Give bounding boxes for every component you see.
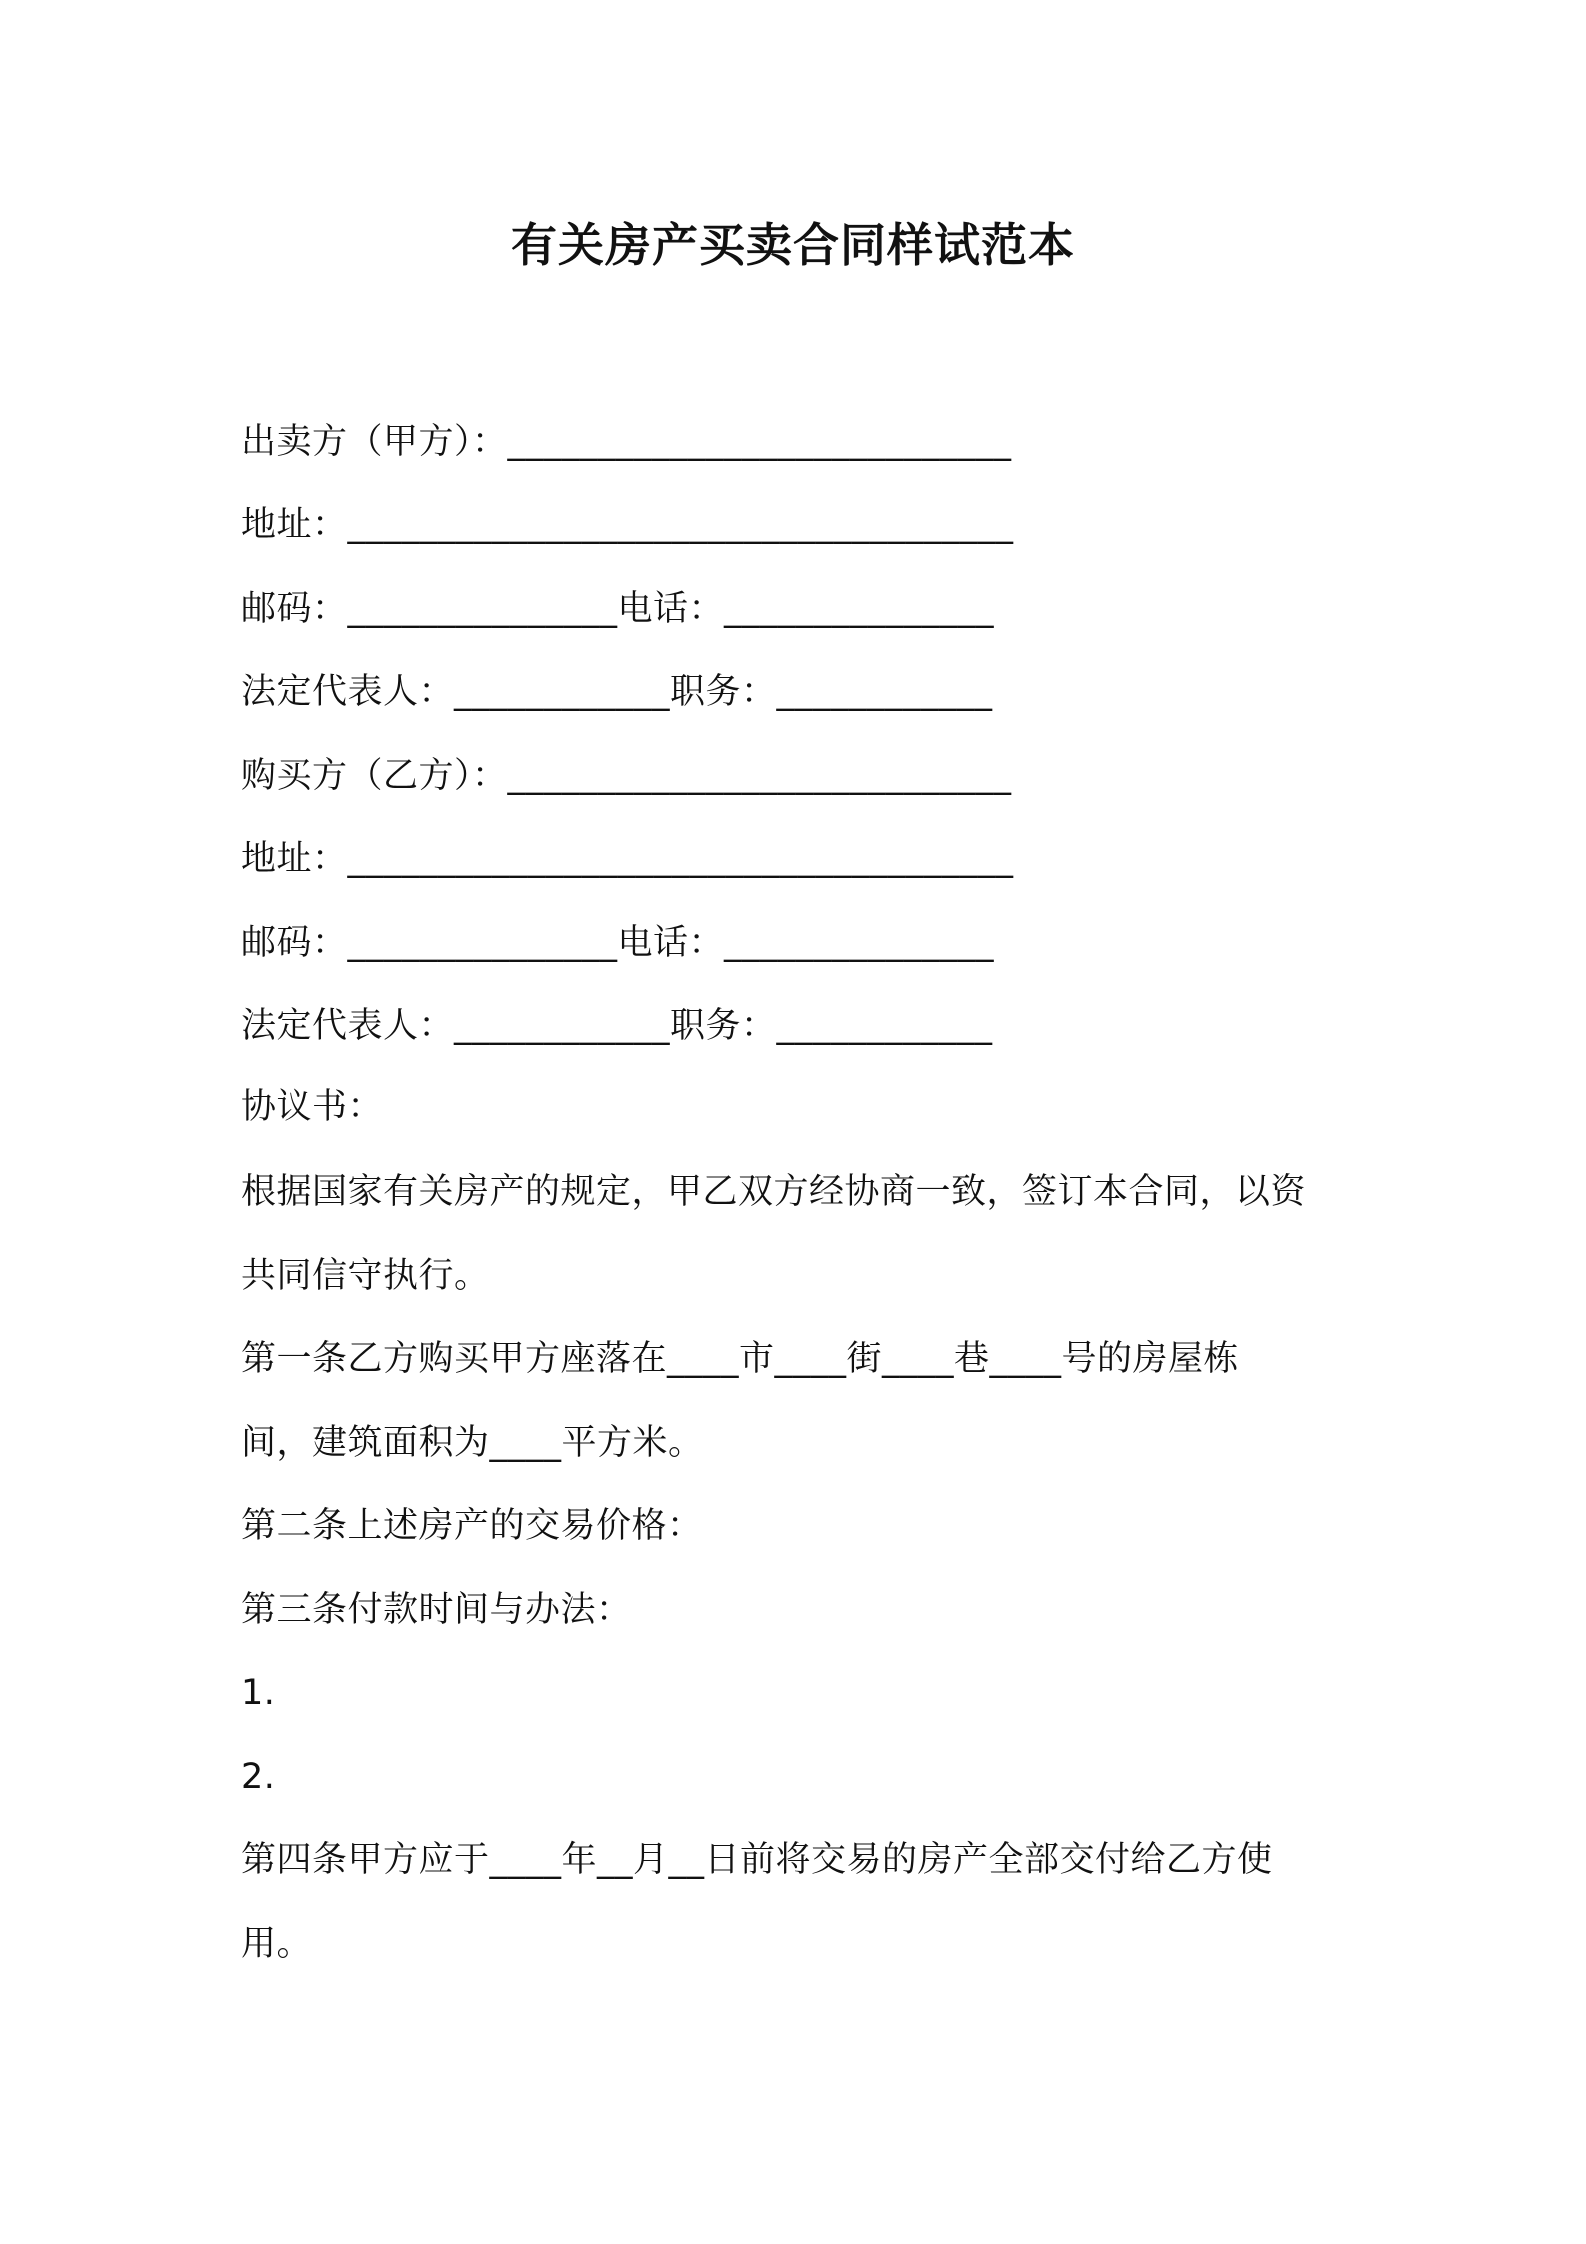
article-4-line-2: 用。 bbox=[241, 1924, 313, 1964]
list-item-2: 2. bbox=[241, 1757, 276, 1797]
buyer-postcode-phone-line: 邮码：_______________电话：_______________ bbox=[241, 923, 995, 963]
buyer-representative-line: 法定代表人：____________职务：____________ bbox=[241, 1006, 993, 1046]
preamble-line-2: 共同信守执行。 bbox=[241, 1256, 490, 1296]
article-4-line-1: 第四条甲方应于____年__月__日前将交易的房产全部交付给乙方使 bbox=[241, 1840, 1273, 1880]
article-1-line-1: 第一条乙方购买甲方座落在____市____街____巷____号的房屋栋 bbox=[241, 1339, 1240, 1379]
seller-representative-line: 法定代表人：____________职务：____________ bbox=[241, 672, 993, 712]
agreement-heading: 协议书： bbox=[241, 1087, 384, 1127]
buyer-name-line: 购买方（乙方）：____________________________ bbox=[241, 756, 1012, 796]
preamble-line-1: 根据国家有关房产的规定，甲乙双方经协商一致，签订本合同，以资 bbox=[241, 1172, 1307, 1212]
buyer-address-line: 地址：_____________________________________ bbox=[241, 839, 1014, 879]
list-item-1: 1. bbox=[241, 1673, 276, 1713]
seller-address-line: 地址：_____________________________________ bbox=[241, 505, 1014, 545]
seller-postcode-phone-line: 邮码：_______________电话：_______________ bbox=[241, 589, 995, 629]
seller-name-line: 出卖方（甲方）：____________________________ bbox=[241, 422, 1012, 462]
article-1-line-2: 间，建筑面积为____平方米。 bbox=[241, 1423, 704, 1463]
article-3: 第三条付款时间与办法： bbox=[241, 1590, 632, 1630]
document-title: 有关房产买卖合同样试范本 bbox=[511, 218, 1075, 272]
article-2: 第二条上述房产的交易价格： bbox=[241, 1506, 703, 1546]
